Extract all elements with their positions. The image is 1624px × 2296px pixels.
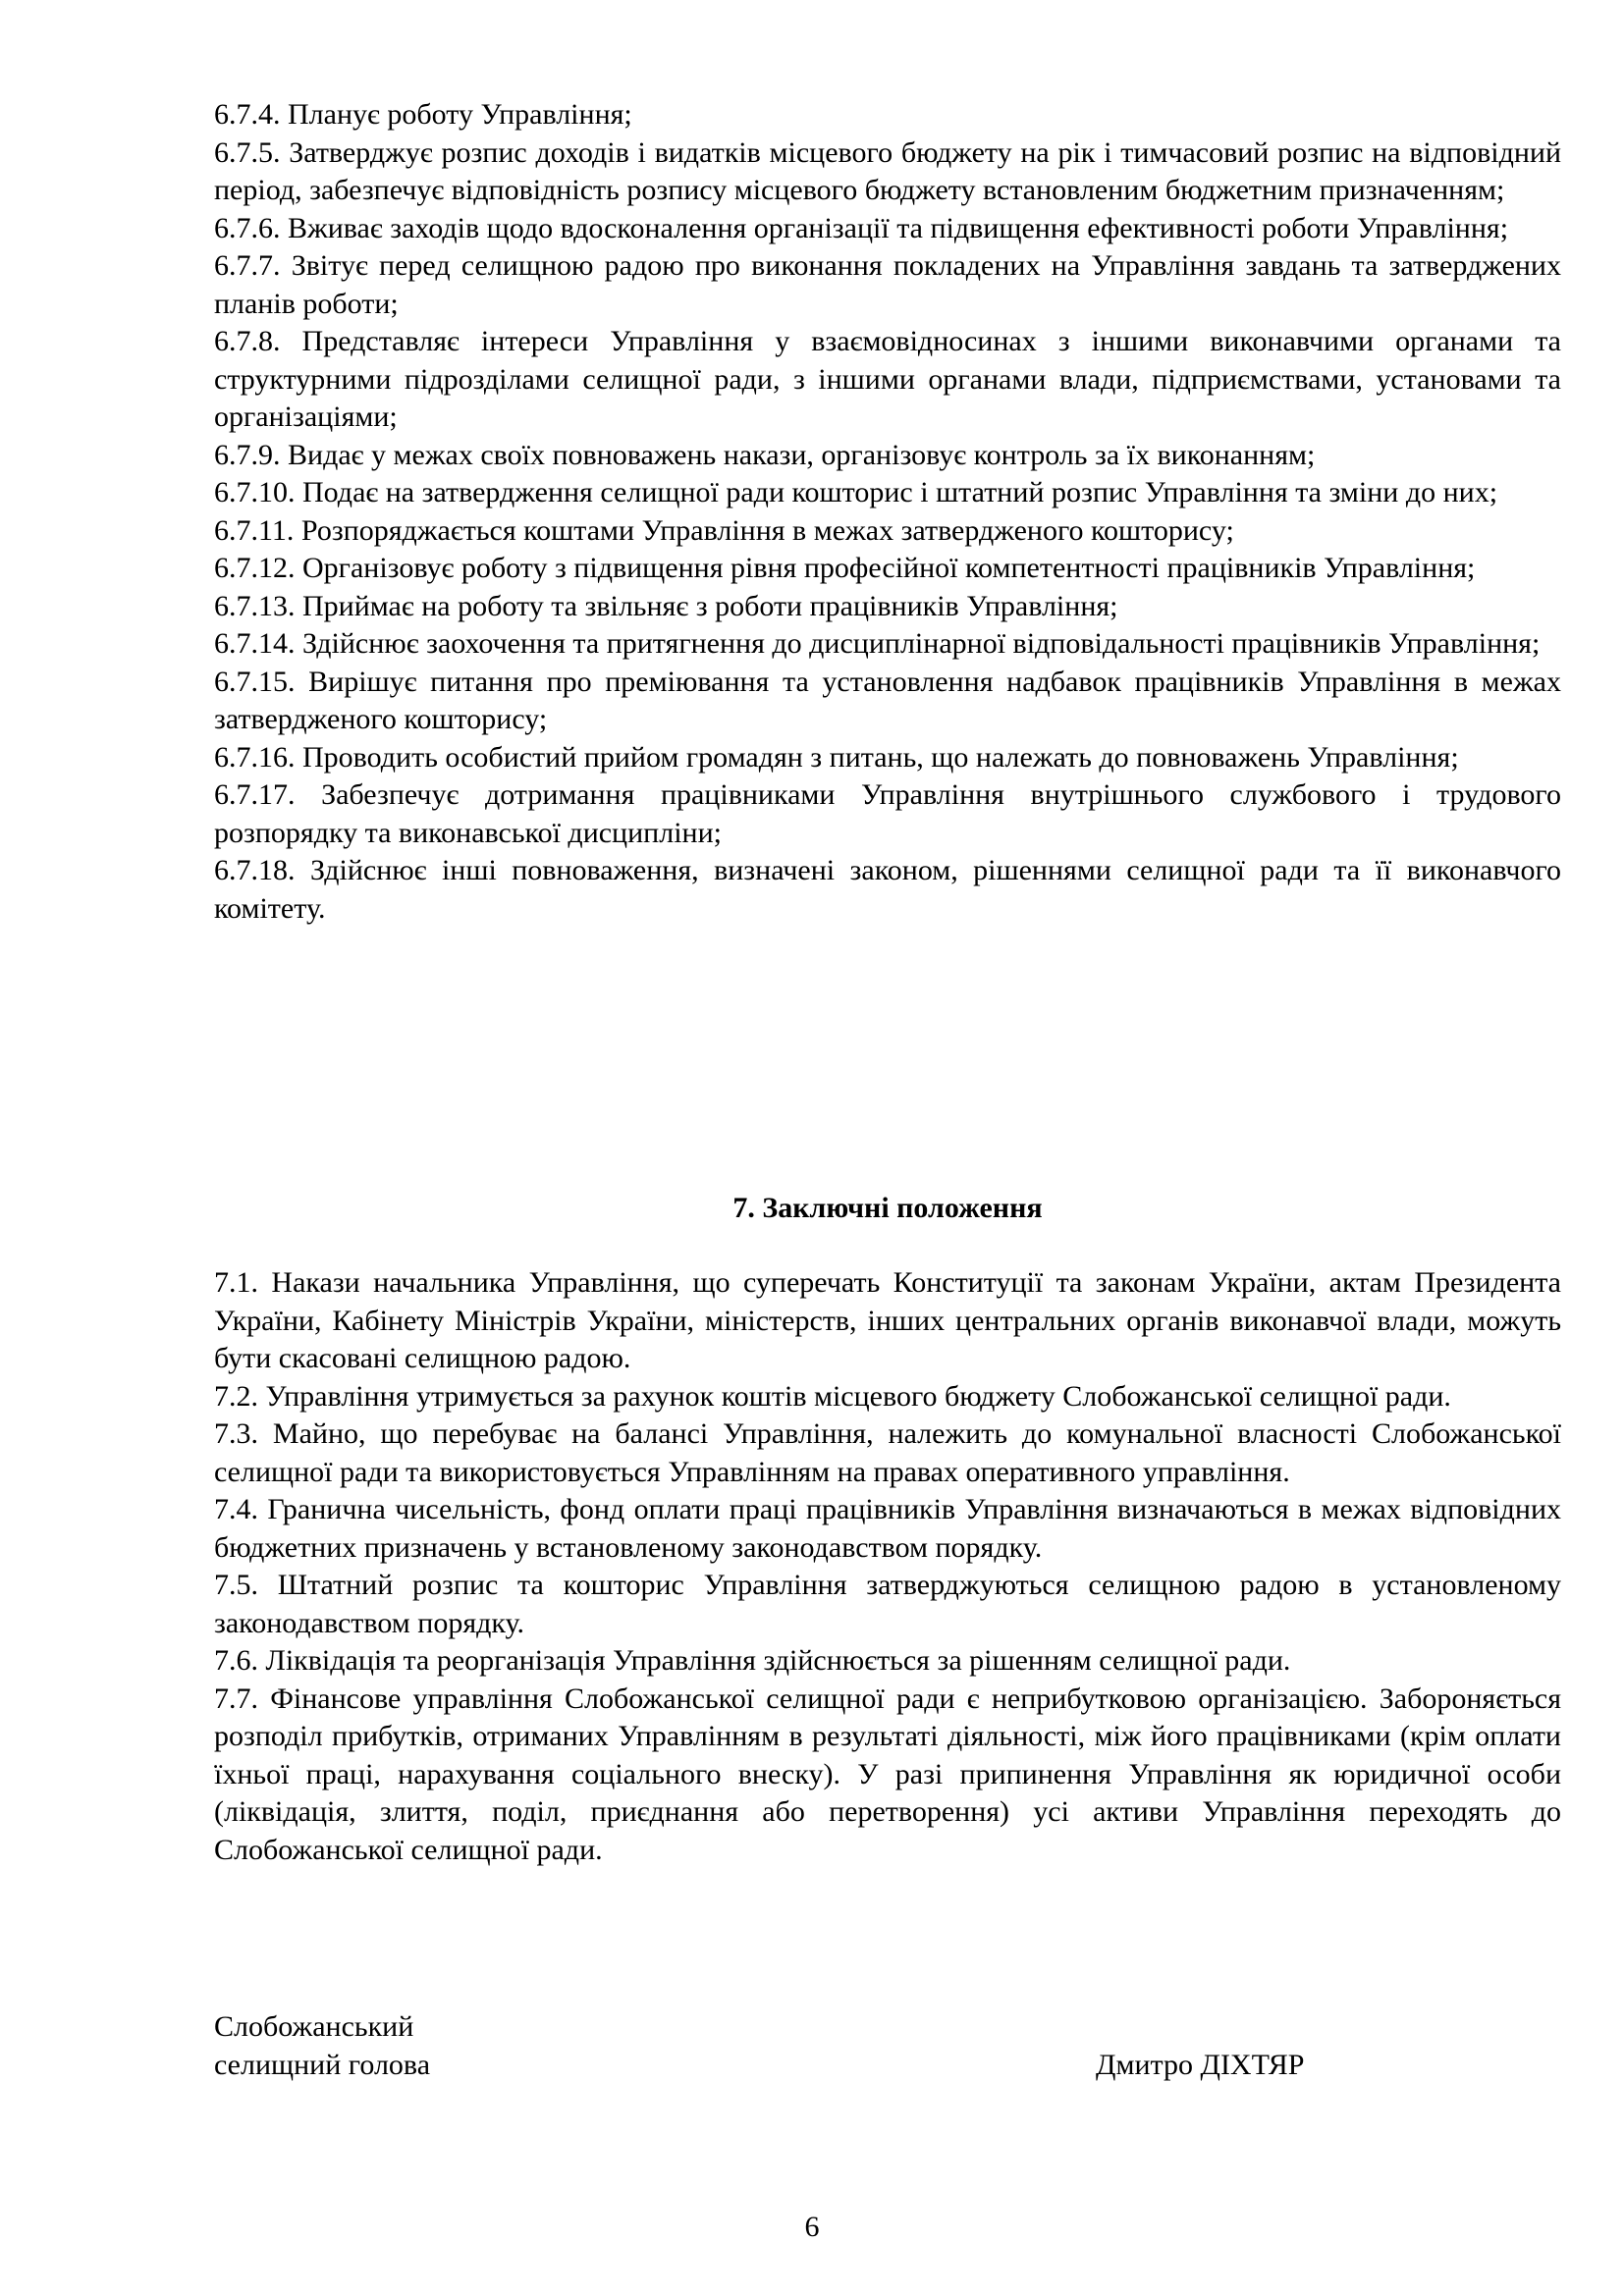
signatory-title-line2: селищний голова (214, 2048, 431, 2081)
paragraph-6-7-8: 6.7.8. Представляє інтереси Управління у взаємовідносинах з іншими виконавчими органами та структурними підрозділами селищної ради, з іншими органами влади, підприємствами, установами та організаціями; (214, 325, 1561, 433)
signatory-title-line1: Слобожанський (214, 2010, 414, 2043)
paragraph-6-7-17: 6.7.17. Забезпечує дотримання працівниками Управління внутрішнього службового і трудового розпорядку та виконавської дисципліни; (214, 778, 1561, 849)
paragraph-6-7-11: 6.7.11. Розпоряджається коштами Управління в межах затвердженого кошторису; (214, 513, 1234, 547)
paragraph-6-7-6: 6.7.6. Вживає заходів щодо вдосконалення організації та підвищення ефективності роботи Управління; (214, 211, 1509, 244)
paragraph-7-4: 7.4. Гранична чисельність, фонд оплати праці працівників Управління визначаються в межах відповідних бюджетних призначень у встановленому законодавством порядку. (214, 1493, 1561, 1564)
paragraph-7-3: 7.3. Майно, що перебуває на балансі Управління, належить до комунальної власності Слобожанської селищної ради та використовується Управлінням на правах оперативного управління. (214, 1417, 1561, 1488)
paragraph-6-7-10: 6.7.10. Подає на затвердження селищної ради кошторис і штатний розпис Управління та зміни до них; (214, 476, 1498, 508)
paragraph-6-7-5: 6.7.5. Затверджує розпис доходів і видатків місцевого бюджету на рік і тимчасовий розпис на відповідний період, забезпечує відповідність розпису місцевого бюджету встановленим бюджетним призначенням; (214, 135, 1561, 206)
paragraph-6-7-12: 6.7.12. Організовує роботу з підвищення рівня професійної компетентності працівників Управління; (214, 552, 1476, 584)
paragraph-7-2: 7.2. Управління утримується за рахунок коштів місцевого бюджету Слобожанської селищної ради. (214, 1379, 1451, 1413)
paragraph-7-1: 7.1. Накази начальника Управління, що суперечать Конституції та законам України, актам Президента України, Кабінету Міністрів України, міністерств, інших центральних органів виконавчої влади, можуть бути скасовані селищною радою. (214, 1266, 1561, 1374)
signatory-name: Дмитро ДІХТЯР (1096, 2048, 1305, 2081)
section-7-list (214, 1264, 1561, 1869)
paragraph-6-7-15: 6.7.15. Вирішує питання про преміювання та установлення надбавок працівників Управління в межах затвердженого кошторису; (214, 665, 1561, 735)
paragraph-7-6: 7.6. Ліквідація та реорганізація Управління здійснюється за рішенням селищної ради. (214, 1644, 1291, 1677)
paragraph-6-7-13: 6.7.13. Приймає на роботу та звільняє з роботи працівників Управління; (214, 589, 1118, 622)
paragraph-7-5: 7.5. Штатний розпис та кошторис Управління затверджуються селищною радою в установленому законодавством порядку. (214, 1569, 1561, 1639)
paragraph-6-7-7: 6.7.7. Звітує перед селищною радою про виконання покладених на Управління завдань та затверджених планів роботи; (214, 249, 1561, 320)
paragraph-6-7-18: 6.7.18. Здійснює інші повноваження, визначені законом, рішеннями селищної ради та її виконавчого комітету. (214, 854, 1561, 925)
paragraph-6-7-9: 6.7.9. Видає у межах своїх повноважень накази, організовує контроль за їх виконанням; (214, 438, 1316, 471)
paragraph-6-7-14: 6.7.14. Здійснює заохочення та притягнення до дисциплінарної відповідальності працівників Управління; (214, 627, 1541, 660)
signatory-title (214, 2008, 430, 2084)
section-6-7-list (214, 96, 1561, 928)
paragraph-6-7-4: 6.7.4. Планує роботу Управління; (214, 98, 632, 131)
paragraph-7-7: 7.7. Фінансове управління Слобожанської селищної ради є неприбутковою організацією. Забороняється розподіл прибутків, отриманих Управлінням в результаті діяльності, між його працівниками (крім оплати їхньої праці, нарахування соціального внеску). У разі припинення Управління як юридичної особи (ліквідація, злиття, поділ, приєднання або перетворення) усі активи Управління переходять до Слобожанської селищної ради. (214, 1682, 1561, 1866)
page-number: 6 (804, 2211, 820, 2243)
paragraph-6-7-16: 6.7.16. Проводить особистий прийом громадян з питань, що належать до повноважень Управління; (214, 740, 1459, 774)
section-heading: 7. Заключні положення (732, 1192, 1043, 1224)
